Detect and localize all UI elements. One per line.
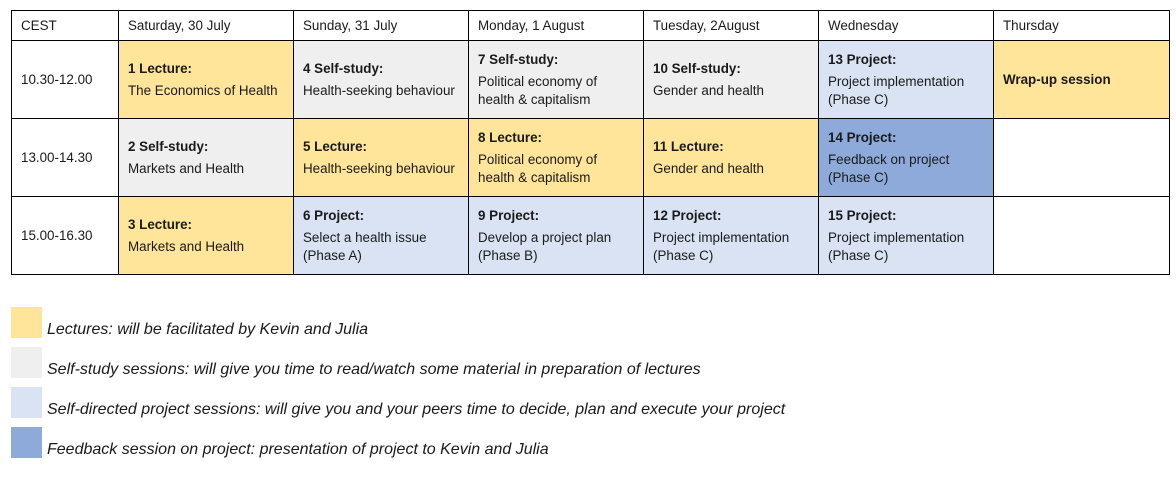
session-desc: Health-seeking behaviour xyxy=(303,160,455,176)
session-title: 9 Project: xyxy=(478,207,540,223)
empty-cell xyxy=(994,119,1170,197)
schedule-table xyxy=(11,10,1170,275)
header-wednesday: Wednesday xyxy=(819,11,994,41)
session-desc: The Economics of Health xyxy=(128,82,278,98)
table-row xyxy=(12,119,1170,197)
session-cell xyxy=(644,41,819,119)
session-title: 13 Project: xyxy=(828,51,897,67)
session-desc: Political economy of health & capitalism xyxy=(478,73,598,107)
session-cell xyxy=(294,119,469,197)
session-desc: Markets and Health xyxy=(128,238,245,254)
session-title: 11 Lecture: xyxy=(653,138,724,154)
session-desc: Project implementation (Phase C) xyxy=(828,229,965,263)
legend-text: Self-study sessions: will give you time to read/watch some material in preparation of lectures xyxy=(47,361,701,378)
session-title: 10 Self-study: xyxy=(653,60,741,76)
project-color-swatch xyxy=(11,387,42,418)
session-title: Wrap-up session xyxy=(1003,71,1111,87)
session-desc: Gender and health xyxy=(653,82,764,98)
time-cell: 15.00-16.30 xyxy=(12,197,119,275)
time-cell: 10.30-12.00 xyxy=(12,41,119,119)
session-desc: Project implementation (Phase C) xyxy=(653,229,790,263)
session-cell xyxy=(819,119,994,197)
session-desc: Project implementation (Phase C) xyxy=(828,73,965,107)
session-desc: Markets and Health xyxy=(128,160,245,176)
legend-text: Lectures: will be facilitated by Kevin and Julia xyxy=(47,321,369,338)
session-title: 2 Self-study: xyxy=(128,138,209,154)
session-cell xyxy=(469,41,644,119)
session-cell xyxy=(469,197,644,275)
self-study-color-swatch xyxy=(11,347,42,378)
header-saturday: Saturday, 30 July xyxy=(119,11,294,41)
session-title: 5 Lecture: xyxy=(303,138,367,154)
session-desc: Health-seeking behaviour xyxy=(303,82,455,98)
session-desc: Select a health issue (Phase A) xyxy=(303,229,427,263)
header-sunday: Sunday, 31 July xyxy=(294,11,469,41)
session-desc: Gender and health xyxy=(653,160,764,176)
session-title: 14 Project: xyxy=(828,129,897,145)
session-cell xyxy=(119,197,294,275)
lecture-color-swatch xyxy=(11,307,42,338)
header-row xyxy=(12,11,1170,41)
session-desc: Feedback on project (Phase C) xyxy=(828,151,950,185)
session-cell xyxy=(819,41,994,119)
time-cell: 13.00-14.30 xyxy=(12,119,119,197)
session-cell xyxy=(294,41,469,119)
table-row xyxy=(12,197,1170,275)
session-cell xyxy=(644,197,819,275)
session-title: 1 Lecture: xyxy=(128,60,192,76)
legend-text: Self-directed project sessions: will give you and your peers time to decide, plan and execute your project xyxy=(47,401,786,418)
header-thursday: Thursday xyxy=(994,11,1170,41)
session-cell xyxy=(819,197,994,275)
session-title: 3 Lecture: xyxy=(128,216,192,232)
session-cell xyxy=(644,119,819,197)
session-cell xyxy=(294,197,469,275)
session-cell xyxy=(119,41,294,119)
session-title: 6 Project: xyxy=(303,207,365,223)
session-desc: Develop a project plan (Phase B) xyxy=(478,229,612,263)
header-cest: CEST xyxy=(12,11,119,41)
session-desc: Political economy of health & capitalism xyxy=(478,151,598,185)
session-title: 4 Self-study: xyxy=(303,60,384,76)
session-title: 7 Self-study: xyxy=(478,51,559,67)
legend-text: Feedback session on project: presentation of project to Kevin and Julia xyxy=(47,441,549,458)
session-cell xyxy=(119,119,294,197)
session-title: 8 Lecture: xyxy=(478,129,542,145)
header-monday: Monday, 1 August xyxy=(469,11,644,41)
header-tuesday: Tuesday, 2August xyxy=(644,11,819,41)
session-cell xyxy=(994,41,1170,119)
session-cell xyxy=(469,119,644,197)
session-title: 12 Project: xyxy=(653,207,722,223)
empty-cell xyxy=(994,197,1170,275)
session-title: 15 Project: xyxy=(828,207,897,223)
table-row xyxy=(12,41,1170,119)
feedback-color-swatch xyxy=(11,427,42,458)
